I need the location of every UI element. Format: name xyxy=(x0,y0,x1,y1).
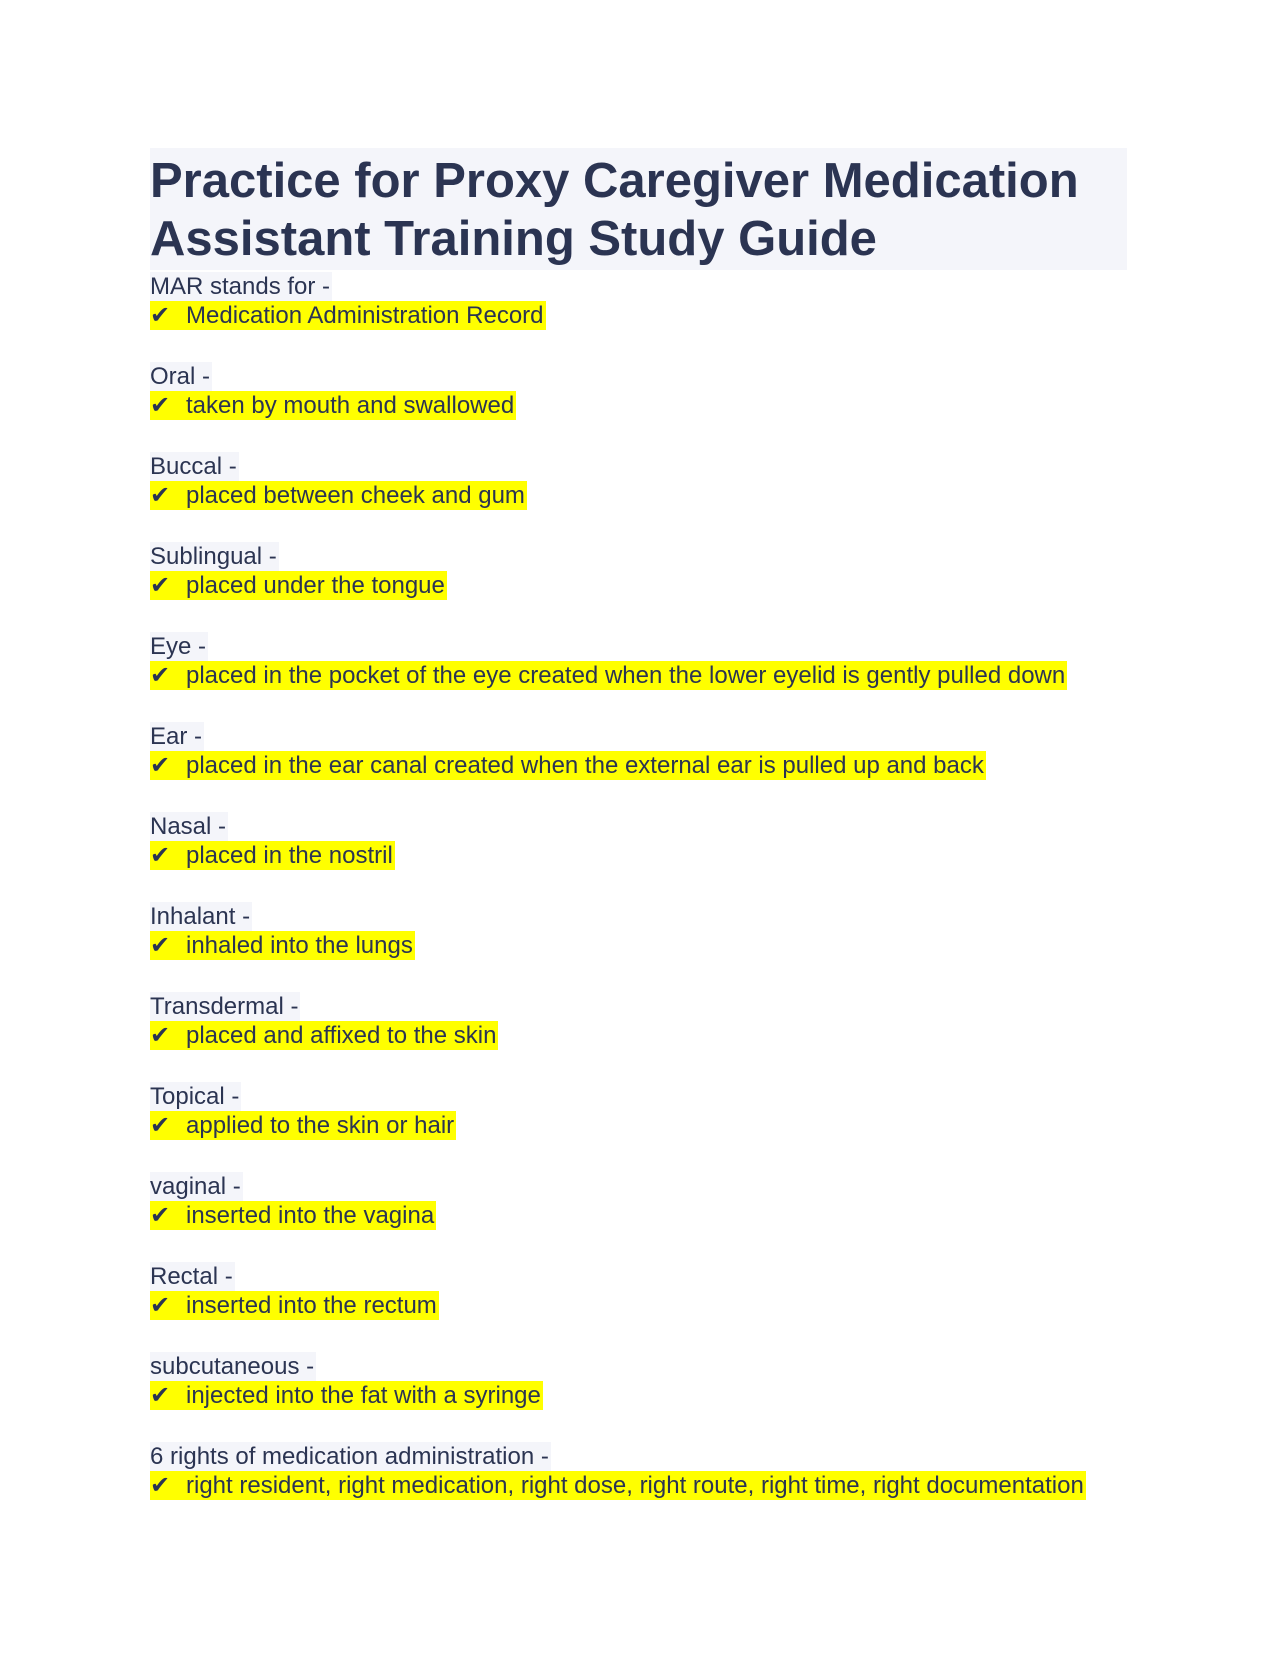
answer-text xyxy=(150,751,986,780)
qa-item xyxy=(150,272,1130,333)
qa-item xyxy=(150,1172,1130,1233)
answer-text xyxy=(150,1471,1086,1500)
question-text: Ear - xyxy=(150,723,203,750)
checkmark-icon: ✔ xyxy=(150,1382,171,1409)
checkmark-icon: ✔ xyxy=(150,572,171,599)
checkmark-icon: ✔ xyxy=(150,392,171,419)
answer-label: placed between cheek and gum xyxy=(186,482,525,509)
qa-item xyxy=(150,542,1130,603)
answer-label: inhaled into the lungs xyxy=(186,932,413,959)
answer-text xyxy=(150,481,527,510)
answer-text xyxy=(150,661,1067,690)
question-text: 6 rights of medication administration - xyxy=(150,1443,549,1470)
question-text: Sublingual - xyxy=(150,543,277,570)
answer-label: right resident, right medication, right dose, right route, right time, right documentation xyxy=(186,1472,1084,1499)
checkmark-icon: ✔ xyxy=(150,482,171,509)
answer-text xyxy=(150,931,415,960)
question-text: subcutaneous - xyxy=(150,1353,315,1380)
qa-item xyxy=(150,722,1130,783)
question-text: Transdermal - xyxy=(150,993,299,1020)
answer-text xyxy=(150,571,447,600)
answer-label: placed in the pocket of the eye created when the lower eyelid is gently pulled down xyxy=(186,662,1066,689)
document-title: Practice for Proxy Caregiver Medication Assistant Training Study Guide xyxy=(150,154,1079,266)
qa-item xyxy=(150,902,1130,963)
answer-label: placed under the tongue xyxy=(186,572,445,599)
qa-item xyxy=(150,812,1130,873)
answer-label: injected into the fat with a syringe xyxy=(186,1382,541,1409)
question-text: vaginal - xyxy=(150,1173,241,1200)
qa-item xyxy=(150,362,1130,423)
qa-item xyxy=(150,1082,1130,1143)
answer-label: inserted into the vagina xyxy=(186,1202,435,1229)
answer-label: inserted into the rectum xyxy=(186,1292,437,1319)
question-text: Nasal - xyxy=(150,813,227,840)
question-text: Rectal - xyxy=(150,1263,233,1290)
qa-item xyxy=(150,1352,1130,1413)
checkmark-icon: ✔ xyxy=(150,302,171,329)
answer-text xyxy=(150,1381,543,1410)
title-block xyxy=(150,148,1127,270)
question-text: Eye - xyxy=(150,633,207,660)
checkmark-icon: ✔ xyxy=(150,842,171,869)
checkmark-icon: ✔ xyxy=(150,932,171,959)
checkmark-icon: ✔ xyxy=(150,1292,171,1319)
answer-label: Medication Administration Record xyxy=(186,302,544,329)
answer-text xyxy=(150,841,395,870)
qa-item xyxy=(150,632,1130,693)
question-text: Buccal - xyxy=(150,453,237,480)
qa-item xyxy=(150,452,1130,513)
qa-item xyxy=(150,1262,1130,1323)
answer-label: placed in the nostril xyxy=(186,842,393,869)
checkmark-icon: ✔ xyxy=(150,1022,171,1049)
question-text: Topical - xyxy=(150,1083,240,1110)
question-text: Oral - xyxy=(150,363,210,390)
answer-label: applied to the skin or hair xyxy=(186,1112,455,1139)
question-text: Inhalant - xyxy=(150,903,251,930)
checkmark-icon: ✔ xyxy=(150,1202,171,1229)
checkmark-icon: ✔ xyxy=(150,1472,171,1499)
answer-label: placed and affixed to the skin xyxy=(186,1022,497,1049)
answer-text xyxy=(150,1111,456,1140)
checkmark-icon: ✔ xyxy=(150,752,171,779)
answer-text xyxy=(150,1291,439,1320)
answer-text xyxy=(150,1201,436,1230)
checkmark-icon: ✔ xyxy=(150,662,171,689)
qa-item xyxy=(150,1442,1130,1503)
answer-text xyxy=(150,1021,498,1050)
answer-text xyxy=(150,301,546,330)
answer-text xyxy=(150,391,516,420)
answer-label: placed in the ear canal created when the external ear is pulled up and back xyxy=(186,752,984,779)
document-page xyxy=(150,148,1130,1532)
qa-item xyxy=(150,992,1130,1053)
question-text: MAR stands for - xyxy=(150,273,331,300)
checkmark-icon: ✔ xyxy=(150,1112,171,1139)
answer-label: taken by mouth and swallowed xyxy=(186,392,515,419)
